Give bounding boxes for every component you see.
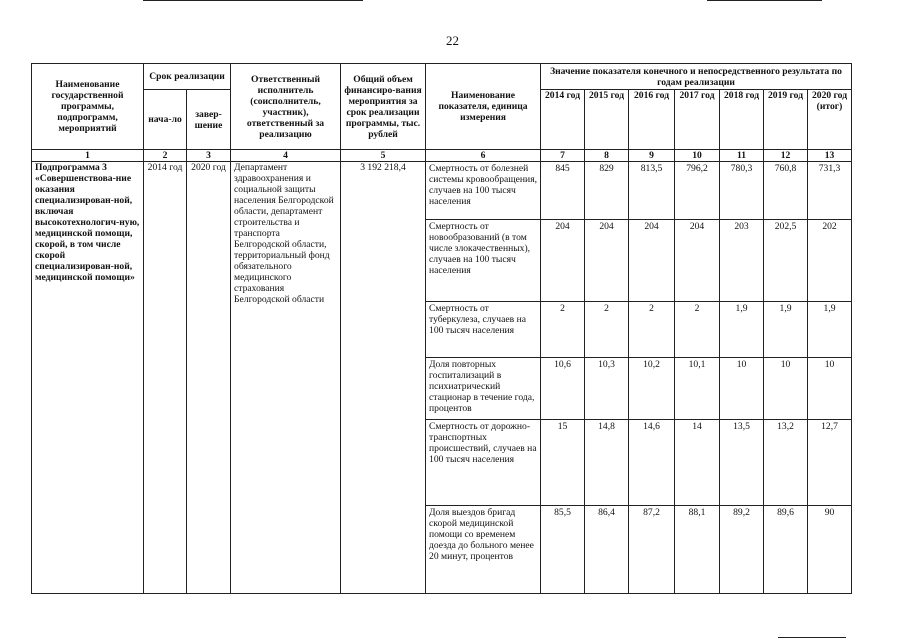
- program-volume: 3 192 218,4: [341, 162, 426, 594]
- indicator-value: 2: [675, 302, 720, 358]
- header-term: Срок реализации: [144, 64, 231, 90]
- header-year: 2018 год: [720, 90, 764, 150]
- indicator-value: 731,3: [808, 162, 852, 220]
- column-number: 12: [764, 150, 808, 162]
- header-term-end: завер-шение: [187, 90, 231, 150]
- top-rule-right: [707, 0, 822, 1]
- column-number: 2: [144, 150, 187, 162]
- indicator-value: 204: [585, 220, 629, 302]
- header-term-start: нача-ло: [144, 90, 187, 150]
- column-number: 6: [426, 150, 541, 162]
- indicator-value: 10,6: [541, 358, 585, 420]
- indicator-value: 90: [808, 506, 852, 594]
- indicator-value: 14,8: [585, 420, 629, 506]
- indicator-value: 813,5: [629, 162, 675, 220]
- indicator-value: 13,2: [764, 420, 808, 506]
- indicator-value: 88,1: [675, 506, 720, 594]
- header-executor: Ответственный исполнитель (соисполнитель, участник), ответственный за реализацию: [231, 64, 341, 150]
- header-year: 2020 год (итог): [808, 90, 852, 150]
- page-number: 22: [446, 33, 459, 48]
- indicator-name: Смертность от болезней системы кровообращения, случаев на 100 тысяч населения: [426, 162, 541, 220]
- indicator-value: 203: [720, 220, 764, 302]
- indicator-value: 85,5: [541, 506, 585, 594]
- column-number: 7: [541, 150, 585, 162]
- program-end: 2020 год: [187, 162, 231, 594]
- column-number-row: [32, 150, 852, 162]
- indicator-value: 12,7: [808, 420, 852, 506]
- indicator-value: 204: [629, 220, 675, 302]
- indicator-value: 780,3: [720, 162, 764, 220]
- indicator-value: 845: [541, 162, 585, 220]
- indicator-value: 15: [541, 420, 585, 506]
- indicator-value: 87,2: [629, 506, 675, 594]
- indicator-value: 10: [720, 358, 764, 420]
- indicator-value: 86,4: [585, 506, 629, 594]
- indicator-value: 796,2: [675, 162, 720, 220]
- column-number: 1: [32, 150, 144, 162]
- indicator-value: 14,6: [629, 420, 675, 506]
- column-number: 8: [585, 150, 629, 162]
- indicator-value: 89,2: [720, 506, 764, 594]
- indicator-value: 1,9: [808, 302, 852, 358]
- indicator-value: 202,5: [764, 220, 808, 302]
- program-start: 2014 год: [144, 162, 187, 594]
- indicator-value: 2: [585, 302, 629, 358]
- indicator-value: 10,3: [585, 358, 629, 420]
- top-rule-left: [143, 0, 363, 1]
- indicator-value: 1,9: [720, 302, 764, 358]
- indicator-name: Смертность от дорожно-транспортных происшествий, случаев на 100 тысяч населения: [426, 420, 541, 506]
- indicator-value: 10: [808, 358, 852, 420]
- header-year: 2019 год: [764, 90, 808, 150]
- indicator-value: 2: [541, 302, 585, 358]
- column-number: 5: [341, 150, 426, 162]
- column-number: 11: [720, 150, 764, 162]
- indicator-value: 760,8: [764, 162, 808, 220]
- header-year: 2017 год: [675, 90, 720, 150]
- indicator-name: Смертность от новообразований (в том числе злокачественных), случаев на 100 тысяч населения: [426, 220, 541, 302]
- indicator-name: Доля выездов бригад скорой медицинской помощи со временем доезда до больного менее 20 минут, процентов: [426, 506, 541, 594]
- indicator-name: Доля повторных госпитализаций в психиатрический стационар в течение года, процентов: [426, 358, 541, 420]
- indicator-value: 1,9: [764, 302, 808, 358]
- indicator-value: 204: [541, 220, 585, 302]
- bottom-rule-right: [778, 637, 846, 638]
- indicator-value: 204: [675, 220, 720, 302]
- indicator-name: Смертность от туберкулеза, случаев на 100 тысяч населения: [426, 302, 541, 358]
- column-number: 9: [629, 150, 675, 162]
- header-volume: Общий объем финансиро-вания мероприятия за срок реализации программы, тыс. рублей: [341, 64, 426, 150]
- indicator-value: 89,6: [764, 506, 808, 594]
- indicator-value: 10,2: [629, 358, 675, 420]
- indicator-value: 829: [585, 162, 629, 220]
- indicator-value: 202: [808, 220, 852, 302]
- indicator-value: 14: [675, 420, 720, 506]
- header-values: Значение показателя конечного и непосредственного результата по годам реализации: [541, 64, 852, 90]
- indicator-value: 10: [764, 358, 808, 420]
- header-program-name: Наименование государственной программы, подпрограмм, мероприятий: [32, 64, 144, 150]
- indicator-value: 13,5: [720, 420, 764, 506]
- program-name: Подпрограмма 3 «Совершенствова-ние оказания специализирован-ной, включая высокотехнологич-ную, медицинской помощи, скорой, в том числе скорой специализирован-ной, медицинской помощи»: [32, 162, 144, 594]
- table-row: [32, 162, 852, 220]
- column-number: 10: [675, 150, 720, 162]
- column-number: 3: [187, 150, 231, 162]
- indicator-value: 2: [629, 302, 675, 358]
- indicators-table: [31, 63, 852, 594]
- header-year: 2015 год: [585, 90, 629, 150]
- indicator-value: 10,1: [675, 358, 720, 420]
- column-number: 13: [808, 150, 852, 162]
- header-year: 2014 год: [541, 90, 585, 150]
- header-year: 2016 год: [629, 90, 675, 150]
- program-executor: Департамент здравоохранения и социальной защиты населения Белгородской области, департамент строительства и транспорта Белгородской области, территориальный фонд обязательного медицинского страхования Белгородской области: [231, 162, 341, 594]
- column-number: 4: [231, 150, 341, 162]
- header-indicator: Наименование показателя, единица измерения: [426, 64, 541, 150]
